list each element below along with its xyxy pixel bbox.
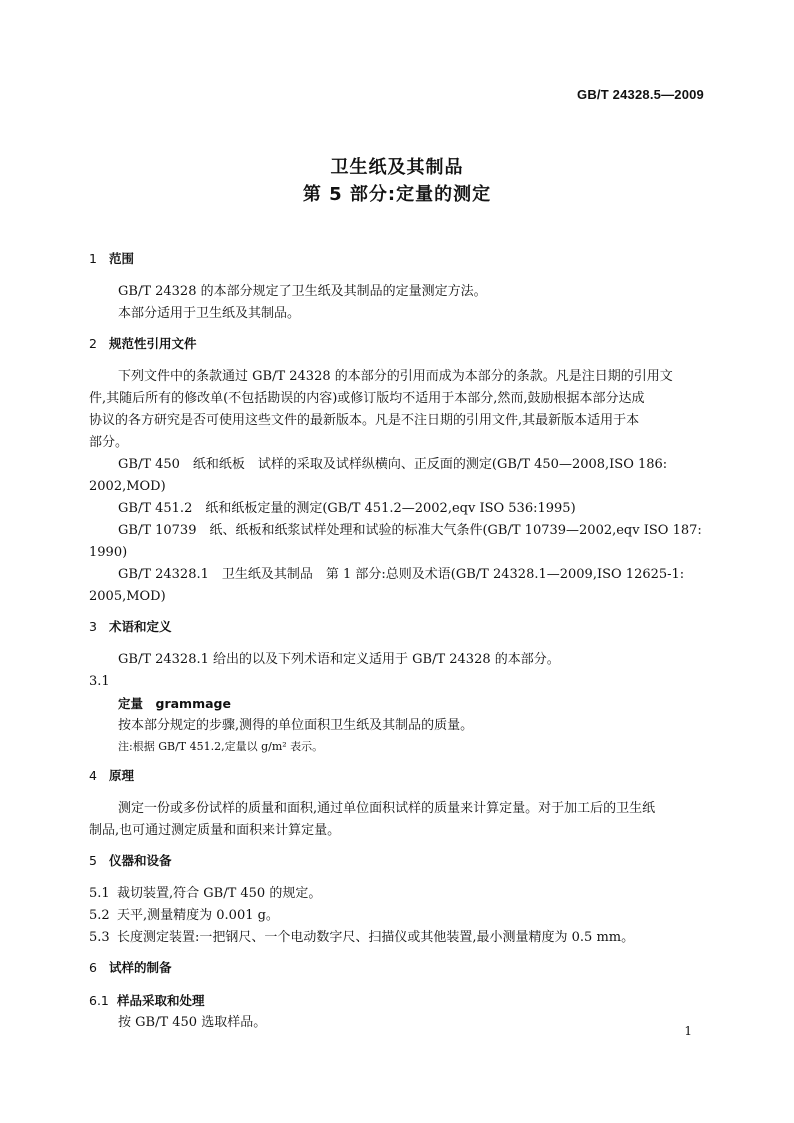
list-item: 5.1 裁切装置,符合 GB/T 450 的规定。 [89, 886, 322, 901]
document-title [0, 154, 794, 208]
section-heading-normative-references: 2 规范性引用文件 [89, 336, 197, 351]
document-body [89, 248, 705, 1034]
paragraph: GB/T 24328 的本部分规定了卫生纸及其制品的定量测定方法。 [118, 284, 487, 299]
title-line-2: 第 5 部分:定量的测定 [302, 184, 492, 205]
reference-item-cont: 2002,MOD) [89, 479, 166, 494]
paragraph: GB/T 24328.1 给出的以及下列术语和定义适用于 GB/T 24328 的本部分。 [118, 652, 560, 667]
reference-item: GB/T 451.2 纸和纸板定量的测定(GB/T 451.2—2002,eqv ISO 536:1995) [118, 501, 576, 516]
paragraph: 部分。 [89, 435, 129, 450]
section-heading-principle: 4 原理 [89, 768, 135, 783]
term-entry: 定量 grammage [118, 696, 231, 711]
paragraph: 下列文件中的条款通过 GB/T 24328 的本部分的引用而成为本部分的条款。凡是注日期的引用文 [118, 369, 673, 384]
reference-item-cont: 1990) [89, 545, 128, 560]
section-heading-scope: 1 范围 [89, 251, 135, 266]
paragraph: 协议的各方研究是否可使用这些文件的最新版本。凡是不注日期的引用文件,其最新版本适用于本 [89, 413, 640, 428]
paragraph: 制品,也可通过测定质量和面积来计算定量。 [89, 823, 341, 838]
page-number: 1 [684, 1024, 692, 1038]
term-definition: 按本部分规定的步骤,测得的单位面积卫生纸及其制品的质量。 [118, 718, 474, 733]
subclause-number: 3.1 [89, 674, 110, 689]
paragraph: 本部分适用于卫生纸及其制品。 [118, 306, 301, 321]
section-heading-terms: 3 术语和定义 [89, 619, 172, 634]
reference-item-cont: 2005,MOD) [89, 589, 166, 604]
section-heading-sample-preparation: 6 试样的制备 [89, 960, 172, 975]
reference-item: GB/T 10739 纸、纸板和纸浆试样处理和试验的标准大气条件(GB/T 10739—2002,eqv ISO 187: [118, 523, 702, 538]
note: 注:根据 GB/T 451.2,定量以 g/m² 表示。 [118, 740, 324, 753]
reference-item: GB/T 450 纸和纸板 试样的采取及试样纵横向、正反面的测定(GB/T 450—2008,ISO 186: [118, 457, 668, 472]
title-line-1: 卫生纸及其制品 [330, 157, 464, 178]
paragraph: 测定一份或多份试样的质量和面积,通过单位面积试样的质量来计算定量。对于加工后的卫生纸 [118, 801, 656, 816]
list-item: 5.3 长度测定装置:一把钢尺、一个电动数字尺、扫描仪或其他装置,最小测量精度为 0.5 mm。 [89, 930, 635, 945]
list-item: 5.2 天平,测量精度为 0.001 g。 [89, 908, 279, 923]
paragraph: 按 GB/T 450 选取样品。 [118, 1015, 267, 1030]
reference-item: GB/T 24328.1 卫生纸及其制品 第 1 部分:总则及术语(GB/T 24328.1—2009,ISO 12625-1: [118, 567, 685, 582]
section-heading-apparatus: 5 仪器和设备 [89, 853, 172, 868]
subsection-heading: 6.1 样品采取和处理 [89, 993, 205, 1008]
standard-number: GB/T 24328.5—2009 [577, 87, 704, 102]
paragraph: 件,其随后所有的修改单(不包括勘误的内容)或修订版均不适用于本部分,然而,鼓励根据本部分达成 [89, 391, 645, 406]
